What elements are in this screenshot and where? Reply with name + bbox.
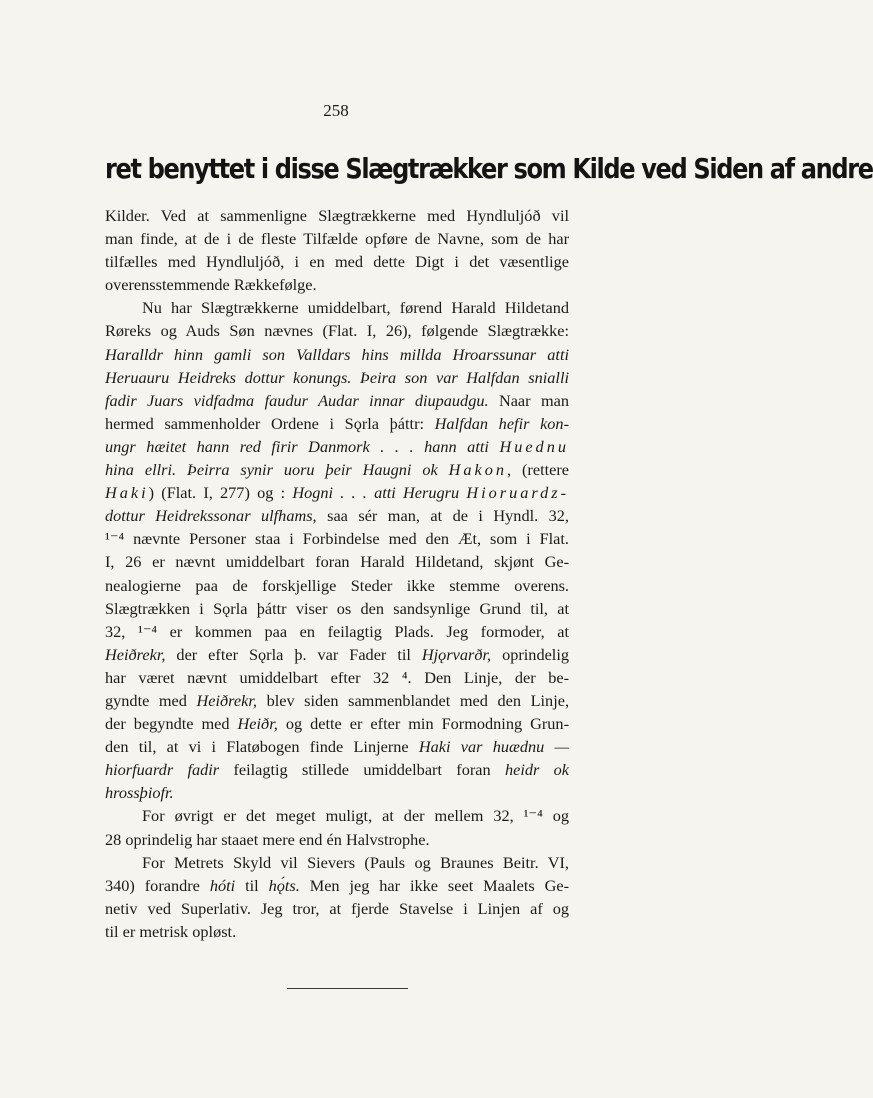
text-fragment: 340) forandre [105,875,200,895]
closing-rule [287,988,408,989]
text-line [105,504,569,527]
body-text [105,204,569,943]
text-line: 28 oprindelig har staaet mere end én Halvstrophe. [105,829,430,849]
old-norse-quote: hina ellri. Þeirra synir uoru þeir Haugni ok [105,460,438,480]
text-line: I, 26 er nævnt umiddelbart foran Harald Hildetand, skjønt Ge- [105,552,569,572]
text-line [105,689,569,712]
text-line: tilfælles med Hyndluljóð, i en med dette Digt i det væsentlige [105,252,569,272]
paragraph-4 [105,851,569,943]
text-fragment: Naar man [498,390,569,410]
old-norse-quote: Hogni . . . atti Herugru [292,483,460,503]
paragraph-1 [105,204,569,296]
text-line [105,389,569,412]
text-fragment: der efter Sǫrla þ. var Fader til [176,644,411,664]
page-number: 258 [323,101,349,120]
old-norse-quote: Heiðr, [237,714,278,734]
spaced-name: Hakon [448,460,508,480]
text-fragment: gyndte med [105,690,187,710]
text-fragment: saa sér man, at de i Hyndl. 32, [327,506,569,526]
text-fragment: til [245,875,259,895]
spaced-name: Huednu [499,436,569,456]
text-line: Kilder. Ved at sammenligne Slægtrækkerne med Hyndluljóð vil [105,206,569,225]
text-line [105,412,569,435]
old-norse-quote: Halfdan hefir kon- [434,413,569,433]
quote-line [105,366,569,389]
text-line [105,874,569,897]
text-fragment: oprindelig [502,644,569,664]
old-norse-quote: hrossþiofr. [105,783,174,803]
continued-line: ret benyttet i disse Slægtrækker som Kilde ved Siden af andre [105,152,873,185]
text-line: 32, ¹⁻⁴ er kommen paa en feilagtig Plads. Jeg formoder, at [105,621,569,641]
text-line: Nu har Slægtrækkerne umiddelbart, førend Harald Hildetand [142,298,569,318]
old-norse-quote: Heiðrekr, [196,690,257,710]
text-line [105,712,569,735]
text-line: Slægtrækken i Sǫrla þáttr viser os den sandsynlige Grund til, at [105,598,569,618]
text-fragment: der begyndte med [105,714,230,734]
text-line [105,481,569,504]
old-norse-quote: fadir Juars vidfadma faudur Audar innar diupaudgu. [105,390,489,410]
text-fragment: Men jeg har ikke seet Maalets Ge- [309,875,570,895]
text-line: til er metrisk opløst. [105,921,237,941]
text-line: Røreks og Auds Søn nævnes (Flat. I, 26), følgende Slægtrække: [105,321,569,341]
old-norse-quote: Heruauru Heidreks dottur konungs. Þeira son var Halfdan snialli [105,367,569,387]
text-line: netiv ved Superlativ. Jeg tror, at fjerde Stavelse i Linjen af og [105,898,569,918]
paragraph-3 [105,804,569,850]
old-norse-quote: heidr ok [504,760,569,780]
old-norse-quote: dottur Heidrekssonar ulfhams, [105,506,317,526]
old-norse-quote: hóti [209,875,236,895]
text-fragment: ) (Flat. I, 277) og : [148,483,286,503]
text-line: For øvrigt er det meget muligt, at der mellem 32, ¹⁻⁴ og [142,806,569,826]
old-norse-quote: ungr hæitet hann red firir Danmork . . . hann atti [105,436,489,456]
text-line: nealogierne paa de forskjellige Steder ikke stemme overens. [105,575,569,595]
spaced-name: Hioruardz- [466,483,569,503]
text-line [105,643,569,666]
quote-line [105,343,569,366]
paragraph-2 [105,296,569,804]
text-line [105,735,569,758]
text-fragment: den til, at vi i Flatøbogen finde Linjerne [105,737,409,757]
text-line [105,781,569,804]
old-norse-quote: Heiðrekr, [105,644,166,664]
spaced-name: Haki [105,483,149,503]
text-fragment: blev siden sammenblandet med den Linje, [266,690,570,710]
text-line [105,458,569,481]
text-line [105,435,569,458]
text-line: har været nævnt umiddelbart efter 32 ⁴. Den Linje, der be- [105,667,569,687]
text-fragment: , (rettere [507,460,569,480]
text-line: For Metrets Skyld vil Sievers (Pauls og Braunes Beitr. VI, [142,852,569,872]
old-norse-quote: Haki var huædnu — [418,737,570,757]
text-line: ¹⁻⁴ nævnte Personer staa i Forbindelse med den Æt, som i Flat. [105,529,569,549]
text-fragment: feilagtig stillede umiddelbart foran [233,760,491,780]
text-line: overensstemmende Rækkefølge. [105,275,317,295]
old-norse-quote: hiorfuardr fadir [105,760,220,780]
text-fragment: hermed sammenholder Ordene i Sǫrla þáttr: [105,413,425,433]
old-norse-quote: hǫ́ts. [268,875,300,895]
old-norse-quote: Hjǫrvarðr, [421,644,492,664]
text-line: man finde, at de i de fleste Tilfælde opføre de Navne, som de har [105,229,569,249]
text-fragment: og dette er efter min Formodning Grun- [285,714,569,734]
old-norse-quote: Haralldr hinn gamli son Valldars hins millda Hroarssunar atti [105,344,569,364]
text-line [105,758,569,781]
